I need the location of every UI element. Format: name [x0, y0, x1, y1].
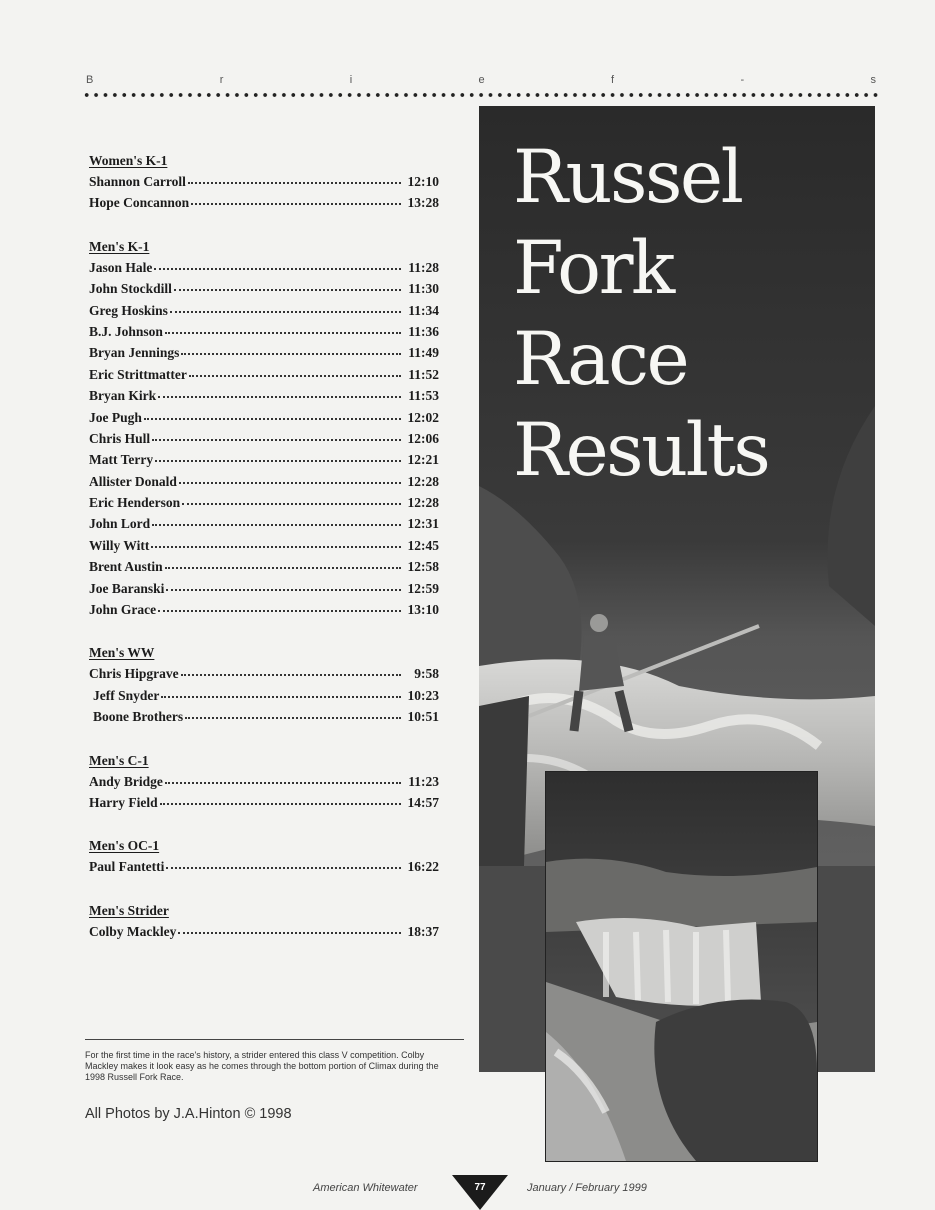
dot-leader — [165, 772, 401, 784]
racer-name: Hope Concannon — [89, 195, 190, 211]
results-category — [89, 236, 439, 621]
race-time: 12:21 — [407, 452, 439, 468]
result-row — [89, 492, 439, 513]
category-title: Men's C-1 — [89, 752, 149, 768]
race-time: 11:53 — [408, 388, 439, 404]
results-category — [89, 150, 439, 214]
category-title: Men's OC-1 — [89, 838, 160, 854]
racer-name: Chris Hipgrave — [89, 666, 179, 682]
category-title: Men's WW — [89, 645, 155, 661]
section-header-letter: r — [219, 74, 224, 86]
race-time: 12:02 — [407, 409, 439, 425]
race-time: 16:22 — [407, 859, 439, 875]
page-number-badge — [452, 1175, 508, 1210]
result-row — [89, 278, 439, 299]
inset-photo-waterfall — [545, 771, 818, 1162]
racer-name: Bryan Jennings — [89, 345, 180, 361]
racer-name: Greg Hoskins — [89, 302, 168, 318]
dot-leader — [160, 793, 401, 805]
dot-leader — [191, 193, 401, 205]
race-time: 12:59 — [407, 580, 439, 596]
racer-name: Matt Terry — [89, 452, 154, 468]
race-time: 11:36 — [408, 323, 439, 339]
race-time: 12:10 — [407, 174, 439, 189]
section-header-letter: - — [740, 74, 745, 86]
section-header-letter: f — [611, 74, 615, 86]
result-row — [89, 385, 439, 406]
racer-name: Andy Bridge — [89, 773, 163, 789]
race-time: 13:28 — [407, 195, 439, 211]
racer-name: Harry Field — [89, 794, 158, 810]
result-row — [89, 364, 439, 385]
result-row — [89, 685, 439, 706]
result-row — [89, 192, 439, 213]
racer-name: John Lord — [89, 516, 151, 532]
result-row — [89, 556, 439, 577]
caption-rule — [85, 1039, 464, 1040]
dot-leader — [166, 579, 401, 591]
racer-name: Allister Donald — [89, 473, 177, 489]
result-row — [89, 471, 439, 492]
racer-name: Eric Strittmatter — [89, 366, 187, 382]
dot-leader — [161, 686, 401, 698]
racer-name: Paul Fantetti — [89, 859, 165, 875]
category-title: Men's Strider — [89, 902, 169, 918]
result-row — [89, 300, 439, 321]
racer-name: Willy Witt — [89, 537, 150, 553]
result-row — [89, 792, 439, 813]
results-category — [89, 642, 439, 727]
result-row — [89, 578, 439, 599]
race-time: 13:10 — [407, 602, 439, 618]
dot-leader — [185, 707, 401, 719]
race-time: 11:49 — [408, 345, 439, 361]
result-row — [89, 599, 439, 620]
race-time: 10:51 — [407, 709, 439, 725]
dot-leader — [170, 301, 401, 313]
section-header-letter: e — [478, 74, 485, 86]
race-time: 11:23 — [408, 773, 439, 789]
results-category — [89, 900, 439, 942]
result-row — [89, 535, 439, 556]
race-time: 11:34 — [408, 302, 439, 318]
racer-name: Joe Pugh — [89, 409, 142, 425]
title-line-3: Race — [513, 317, 688, 402]
footer-issue-date: January / February 1999 — [527, 1182, 647, 1194]
result-row — [89, 663, 439, 684]
dot-leader — [152, 429, 401, 441]
racer-name: Chris Hull — [89, 430, 151, 446]
section-header-letter: B — [86, 74, 94, 86]
dot-leader — [155, 450, 401, 462]
racer-name: Eric Henderson — [89, 495, 181, 511]
race-time: 11:28 — [408, 259, 439, 275]
dot-leader — [152, 514, 401, 526]
racer-name: Shannon Carroll — [89, 174, 186, 189]
dot-leader — [144, 408, 401, 420]
racer-name: Joe Baranski — [89, 580, 165, 596]
category-title: Men's K-1 — [89, 238, 150, 254]
title-line-1: Russel — [513, 135, 742, 220]
racer-name: Boone Brothers — [93, 709, 184, 725]
result-row — [89, 428, 439, 449]
result-row — [89, 856, 439, 877]
title-line-4: Results — [513, 408, 769, 493]
racer-name: John Stockdill — [89, 281, 172, 297]
racer-name: John Grace — [89, 602, 157, 618]
dotted-divider — [82, 91, 878, 99]
results-category — [89, 835, 439, 877]
race-time: 9:58 — [414, 666, 439, 682]
race-time: 12:45 — [407, 537, 439, 553]
dot-leader — [181, 343, 401, 355]
race-time: 12:28 — [407, 495, 439, 511]
dot-leader — [154, 258, 401, 270]
dot-leader — [188, 172, 401, 184]
dot-leader — [166, 857, 401, 869]
dot-leader — [158, 600, 401, 612]
result-row — [89, 321, 439, 342]
racer-name: Colby Mackley — [89, 923, 177, 939]
racer-name: Jeff Snyder — [93, 687, 160, 703]
section-header — [86, 74, 876, 90]
dot-leader — [158, 386, 401, 398]
result-row — [89, 449, 439, 470]
race-time: 11:52 — [408, 366, 439, 382]
photo-credit: All Photos by J.A.Hinton © 1998 — [85, 1106, 292, 1122]
dot-leader — [181, 664, 401, 676]
racer-name: Brent Austin — [89, 559, 163, 575]
page-number: 77 — [474, 1182, 486, 1193]
dot-leader — [179, 472, 401, 484]
category-title: Women's K-1 — [89, 153, 168, 168]
dot-leader — [182, 493, 401, 505]
results-category — [89, 750, 439, 814]
race-time: 12:06 — [407, 430, 439, 446]
race-time: 18:37 — [407, 923, 439, 939]
race-time: 14:57 — [407, 794, 439, 810]
racer-name: Bryan Kirk — [89, 388, 157, 404]
race-time: 12:28 — [407, 473, 439, 489]
race-time: 11:30 — [408, 281, 439, 297]
racer-name: Jason Hale — [89, 259, 153, 275]
dot-leader — [189, 365, 401, 377]
article-title — [513, 132, 768, 496]
title-line-2: Fork — [513, 226, 673, 311]
result-row — [89, 171, 439, 192]
result-row — [89, 257, 439, 278]
result-row — [89, 513, 439, 534]
dot-leader — [178, 922, 401, 934]
result-row — [89, 706, 439, 727]
racer-name: B.J. Johnson — [89, 323, 163, 339]
dot-leader — [151, 536, 401, 548]
section-header-letter: i — [349, 74, 353, 86]
race-time: 12:31 — [407, 516, 439, 532]
result-row — [89, 771, 439, 792]
photo-caption: For the first time in the race's history, a strider entered this class V competition. Colby Mackley makes it look easy as he comes through the bottom portion of Climax during the 1998 Russell Fork Race. — [85, 1050, 439, 1082]
race-time: 10:23 — [407, 687, 439, 703]
footer-publication: American Whitewater — [313, 1182, 418, 1194]
race-time: 12:58 — [407, 559, 439, 575]
result-row — [89, 407, 439, 428]
result-row — [89, 921, 439, 942]
section-header-letter: s — [870, 74, 876, 86]
dot-leader — [165, 322, 401, 334]
results-list — [89, 150, 439, 964]
result-row — [89, 342, 439, 363]
dot-leader — [174, 279, 401, 291]
dot-leader — [165, 557, 401, 569]
